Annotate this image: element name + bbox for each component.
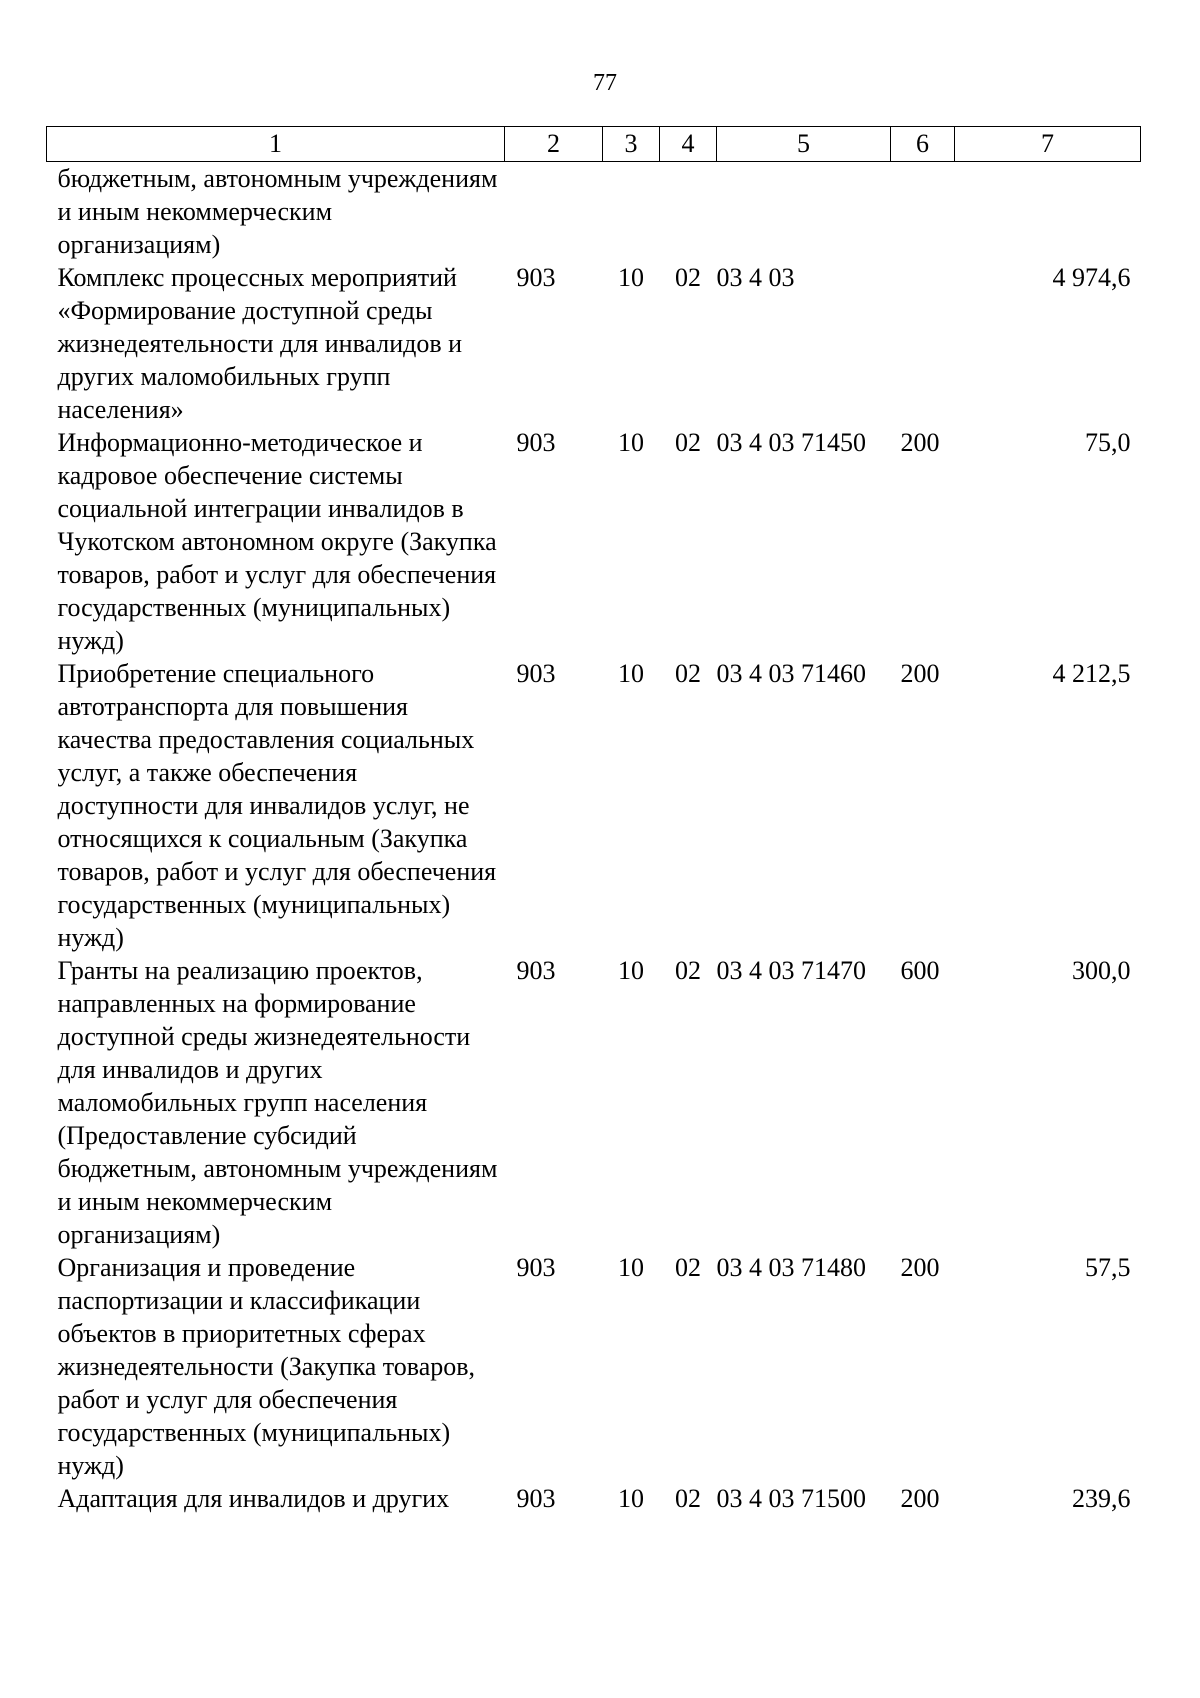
row-description: Приобретение специального автотранспорта для повышения качества предоставления социальных услуг, а также обеспечения доступности для инвалидов услуг, не относящихся к социальным (Закупка товаров, работ и услуг для обеспечения государственных (муниципальных) нужд) [57,659,497,952]
row-code-expense-type: 200 [900,428,940,457]
row-code-expense-type: 600 [900,956,940,985]
page-number: 77 [593,70,617,96]
row-code-ministry: 903 [516,956,556,985]
column-header-6: 6 [891,127,955,162]
column-header-3: 3 [603,127,660,162]
row-code-subsection: 02 [675,1484,701,1513]
row-code-section: 10 [618,263,644,292]
table-row [47,162,1141,262]
row-description: Информационно-методическое и кадровое обеспечение системы социальной интеграции инвалидов в Чукотском автономном округе (Закупка товаров, работ и услуг для обеспечения государственных (муниципальных) нужд) [57,428,497,655]
table-row [47,954,1141,1251]
row-description: бюджетным, автономным учреждениям и иным некоммерческим организациям) [57,164,498,259]
row-amount: 57,5 [1085,1253,1131,1282]
row-code-target: 03 4 03 71470 [716,956,866,985]
row-code-subsection: 02 [675,659,701,688]
row-description: Комплекс процессных мероприятий «Формирование доступной среды жизнедеятельности для инвалидов и других маломобильных групп населения» [57,263,463,424]
row-amount: 239,6 [1072,1484,1131,1513]
table-row [47,657,1141,954]
row-amount: 4 974,6 [1052,263,1131,292]
table-row [47,261,1141,426]
row-code-target [717,162,891,262]
column-header-7: 7 [955,127,1141,162]
row-code-expense-type: 200 [900,659,940,688]
column-header-1: 1 [47,127,505,162]
row-amount [955,162,1141,262]
row-code-target: 03 4 03 71450 [716,428,866,457]
row-code-expense-type [891,162,955,262]
row-code-ministry: 903 [516,659,556,688]
table-row [47,1251,1141,1482]
row-code-ministry: 903 [516,263,556,292]
row-code-subsection: 02 [675,263,701,292]
row-code-section: 10 [618,1253,644,1282]
row-code-expense-type: 200 [900,1253,940,1282]
row-code-ministry: 903 [516,428,556,457]
row-code-section: 10 [618,956,644,985]
row-code-ministry: 903 [516,1253,556,1282]
budget-table [46,126,1141,1515]
row-code-expense-type [891,261,955,426]
row-code-section: 10 [618,1484,644,1513]
row-amount: 300,0 [1072,956,1131,985]
row-code-section: 10 [618,428,644,457]
row-code-section: 10 [618,659,644,688]
column-header-4: 4 [660,127,717,162]
table-row [47,1482,1141,1515]
row-description: Организация и проведение паспортизации и классификации объектов в приоритетных сферах жизнедеятельности (Закупка товаров, работ и услуг для обеспечения государственных (муниципальных) нужд) [57,1253,476,1480]
row-code-ministry [505,162,603,262]
row-amount: 4 212,5 [1052,659,1131,688]
row-code-target: 03 4 03 71480 [716,1253,866,1282]
row-code-subsection [660,162,717,262]
column-header-2: 2 [505,127,603,162]
row-code-subsection: 02 [675,1253,701,1282]
row-code-subsection: 02 [675,956,701,985]
row-code-expense-type: 200 [900,1484,940,1513]
row-code-ministry: 903 [516,1484,556,1513]
row-description: Гранты на реализацию проектов, направленных на формирование доступной среды жизнедеятельности для инвалидов и других маломобильных групп населения (Предоставление субсидий бюджетным, автономным учреждениям и иным некоммерческим организациям) [57,956,498,1249]
row-code-target: 03 4 03 71460 [716,659,866,688]
row-code-subsection: 02 [675,428,701,457]
row-code-section [603,162,660,262]
row-amount: 75,0 [1085,428,1131,457]
column-header-5: 5 [717,127,891,162]
row-code-target: 03 4 03 [716,263,795,292]
table-header-row [47,127,1141,162]
row-description: Адаптация для инвалидов и других [57,1484,450,1513]
table-row [47,426,1141,657]
row-code-target: 03 4 03 71500 [716,1484,866,1513]
